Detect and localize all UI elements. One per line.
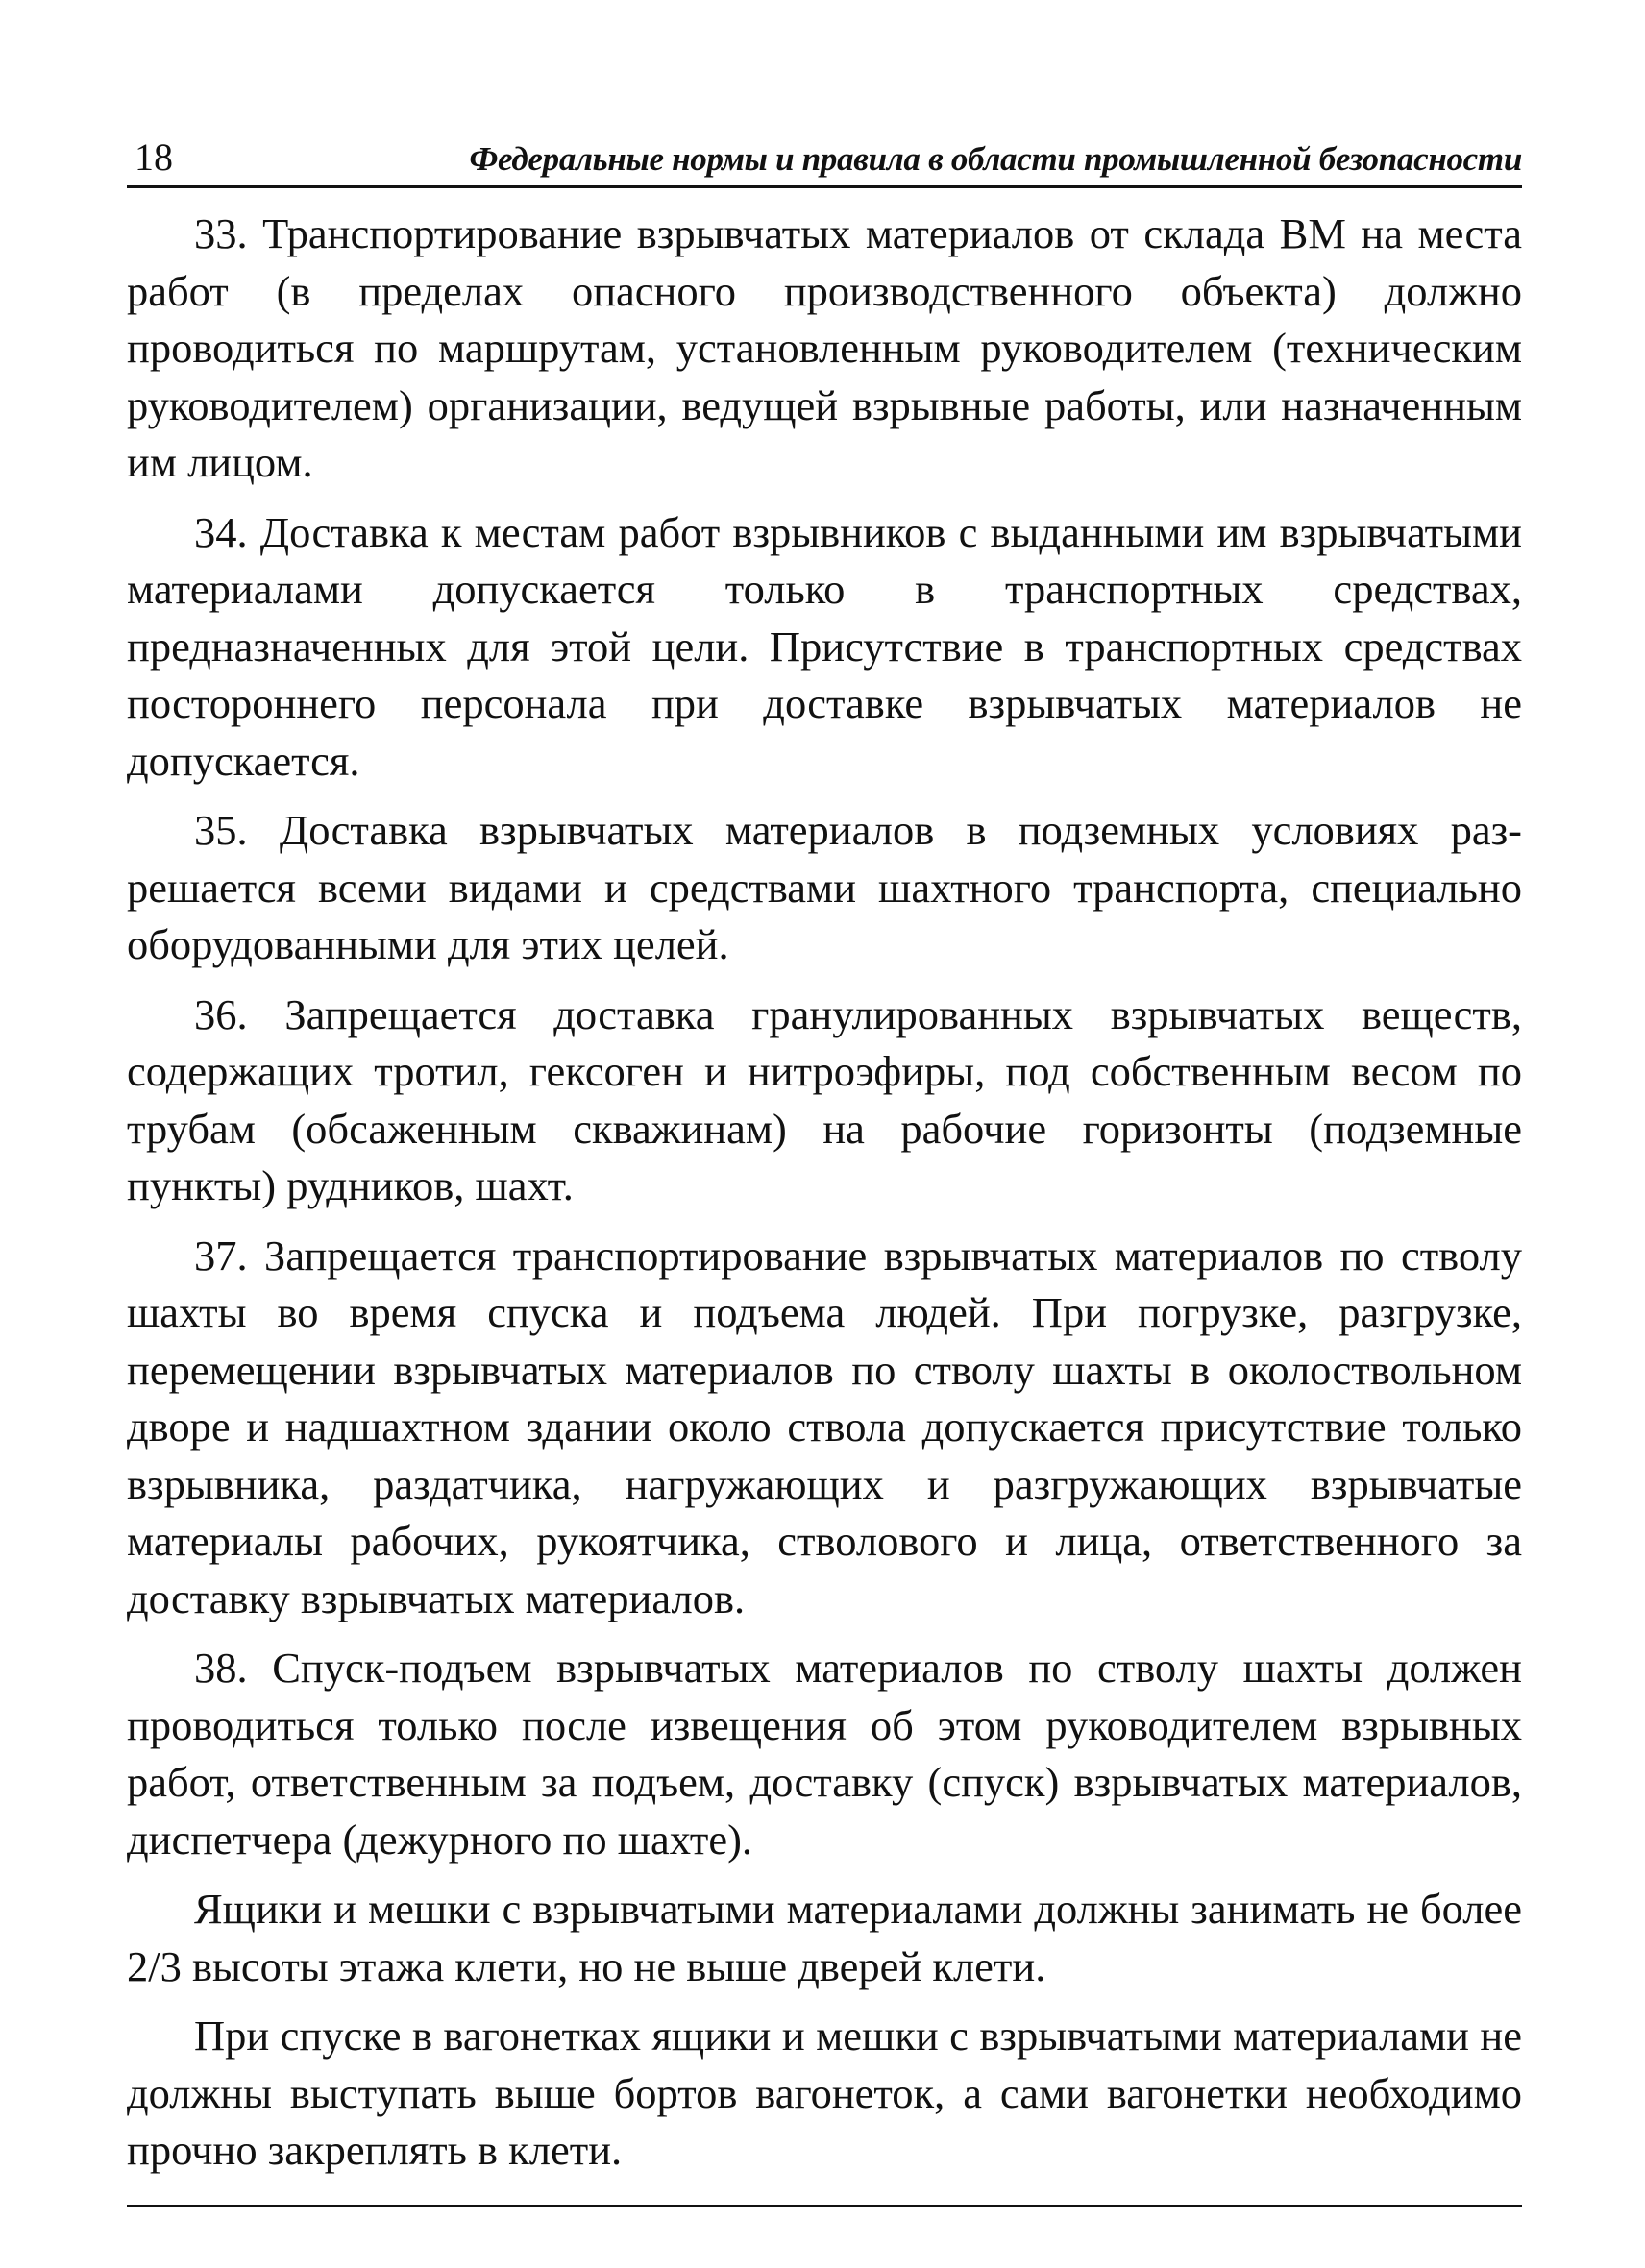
document-page <box>127 134 1522 2207</box>
paragraph-38-boxes: Ящики и мешки с взрывчатыми материалами должны занимать не более 2/3 высоты этажа клети, но не выше дверей клети. <box>127 1885 1522 1990</box>
paragraph-33: 33. Транспортирование взрывчатых материалов от склада ВМ на места работ (в пределах опасного производственного объекта) должно проводиться по маршрутам, установленным руководителем (техническим руководителем) организации, ведущей взрывные работы, или назначенным им лицом. <box>127 209 1522 486</box>
paragraph-38: 38. Спуск-подъем взрывчатых материалов по стволу шахты должен проводиться только после извещения об этом руководителем взрывных работ, ответственным за подъем, доставку (спуск) взрывчатых материалов, диспетчера (дежурного по шахте). <box>127 1644 1522 1864</box>
paragraph-38-wagons: При спуске в вагонетках ящики и мешки с взрывчатыми материалами не должны выступать выше бортов вагонеток, а сами вагонетки необходимо прочно закреплять в клети. <box>127 2012 1522 2174</box>
paragraph-34: 34. Доставка к местам работ взрывников с выданными им взрывчатыми материалами допускается только в транспортных средствах, предназначенных для этой цели. Присутствие в транспортных средствах постороннего персонала при доставке взрывчатых материалов не допускается. <box>127 507 1522 785</box>
body-text <box>127 206 1522 2180</box>
page-header <box>127 134 1522 188</box>
footer-rule <box>127 2205 1522 2207</box>
page-number: 18 <box>135 135 173 179</box>
paragraph-36: 36. Запрещается доставка гранулированных взрывчатых веществ, содержащих тротил, гексоген и нитроэфиры, под собственным весом по трубам (обсаженным скважинам) на рабочие горизонты (подземные пункты) рудников, шахт. <box>127 989 1522 1209</box>
paragraph-35: 35. Доставка взрывчатых материалов в подземных условиях разрешается всеми видами и средствами шахтного транспорта, специально оборудованными для этих целей. <box>127 806 1522 968</box>
running-title: Федеральные нормы и правила в области промышленной безопасности <box>469 140 1522 178</box>
paragraph-37: 37. Запрещается транспортирование взрывчатых материалов по стволу шахты во время спуска и подъема людей. При погрузке, разгрузке, перемещении взрывчатых материалов по стволу шахты в околоствольном дворе и надшахтном здании около ствола допускается присутствие только взрывника, раздатчика, нагружающих и разгружающих взрывчатые материалы рабочих, рукоятчика, стволового и лица, ответственного за доставку взрывчатых материалов. <box>127 1231 1522 1622</box>
